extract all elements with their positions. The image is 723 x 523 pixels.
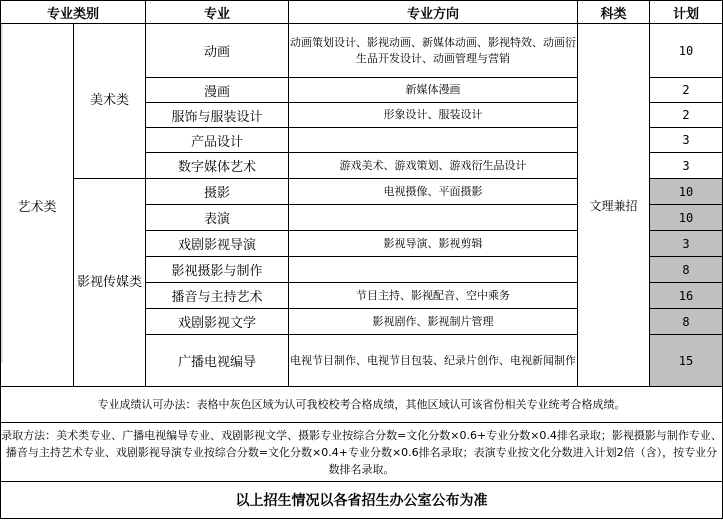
plan-cell-gray: 8 [650, 257, 723, 283]
direction-cell: 影视剧作、影视制片管理 [289, 309, 578, 335]
subject-type-cell: 文理兼招 [578, 24, 650, 387]
plan-cell: 2 [650, 103, 723, 128]
major-cell: 戏剧影视文学 [146, 309, 289, 335]
major-cell: 广播电视编导 [146, 335, 289, 387]
plan-cell-gray: 10 [650, 205, 723, 231]
major-cell: 漫画 [146, 78, 289, 103]
direction-cell: 节目主持、影视配音、空中乘务 [289, 283, 578, 309]
plan-cell: 3 [650, 153, 723, 179]
admission-note-row [1, 423, 723, 482]
major-cell: 服饰与服装设计 [146, 103, 289, 128]
major-cell: 表演 [146, 205, 289, 231]
direction-cell: 电视摄像、平面摄影 [289, 179, 578, 205]
direction-cell: 游戏美术、游戏策划、游戏衍生品设计 [289, 153, 578, 179]
plan-cell-gray: 8 [650, 309, 723, 335]
plan-cell-gray: 3 [650, 231, 723, 257]
plan-cell-gray: 10 [650, 179, 723, 205]
header-plan: 计划 [650, 1, 723, 24]
plan-cell-gray: 15 [650, 335, 723, 387]
final-note: 以上招生情况以各省招生办公室公布为准 [1, 482, 723, 519]
major-cell: 播音与主持艺术 [146, 283, 289, 309]
direction-cell [289, 128, 578, 153]
final-note-row [1, 482, 723, 519]
group-name-art: 美术类 [74, 24, 146, 179]
direction-cell: 形象设计、服装设计 [289, 103, 578, 128]
direction-cell: 新媒体漫画 [289, 78, 578, 103]
direction-cell [289, 205, 578, 231]
header-category: 专业类别 [1, 1, 146, 24]
recognition-note-row [1, 387, 723, 423]
group-name-media: 影视传媒类 [74, 179, 146, 387]
plan-cell: 10 [650, 24, 723, 78]
header-major: 专业 [146, 1, 289, 24]
major-cell: 影视摄影与制作 [146, 257, 289, 283]
major-cell: 数字媒体艺术 [146, 153, 289, 179]
major-cell: 产品设计 [146, 128, 289, 153]
plan-cell: 3 [650, 128, 723, 153]
major-cell: 动画 [146, 24, 289, 78]
admission-note: 录取方法：美术类专业、广播电视编导专业、戏剧影视文学、摄影专业按综合分数=文化分数×0.6+专业分数×0.4排名录取；影视摄影与制作专业、播音与主持艺术专业、戏剧影视导演专业按综合分数=文化分数×0.4+专业分数×0.6排名录取；表演专业按文化分数进入计划2倍（含），按专业分数排名录取。 [1, 423, 723, 482]
major-cell: 摄影 [146, 179, 289, 205]
header-row [1, 1, 723, 24]
recognition-note: 专业成绩认可办法：表格中灰色区域为认可我校校考合格成绩，其他区域认可该省份相关专业统考合格成绩。 [1, 387, 723, 423]
direction-cell [289, 257, 578, 283]
header-direction: 专业方向 [289, 1, 578, 24]
header-subject-type: 科类 [578, 1, 650, 24]
plan-cell: 2 [650, 78, 723, 103]
plan-cell-gray: 16 [650, 283, 723, 309]
direction-cell: 动画策划设计、影视动画、新媒体动画、影视特效、动画衍生品开发设计、动画管理与营销 [289, 24, 578, 78]
major-cell: 戏剧影视导演 [146, 231, 289, 257]
direction-cell: 影视导演、影视剪辑 [289, 231, 578, 257]
table-row [1, 24, 723, 78]
top-category-cell: 艺术类 [1, 24, 74, 387]
direction-cell: 电视节目制作、电视节目包装、纪录片创作、电视新闻制作 [289, 335, 578, 387]
